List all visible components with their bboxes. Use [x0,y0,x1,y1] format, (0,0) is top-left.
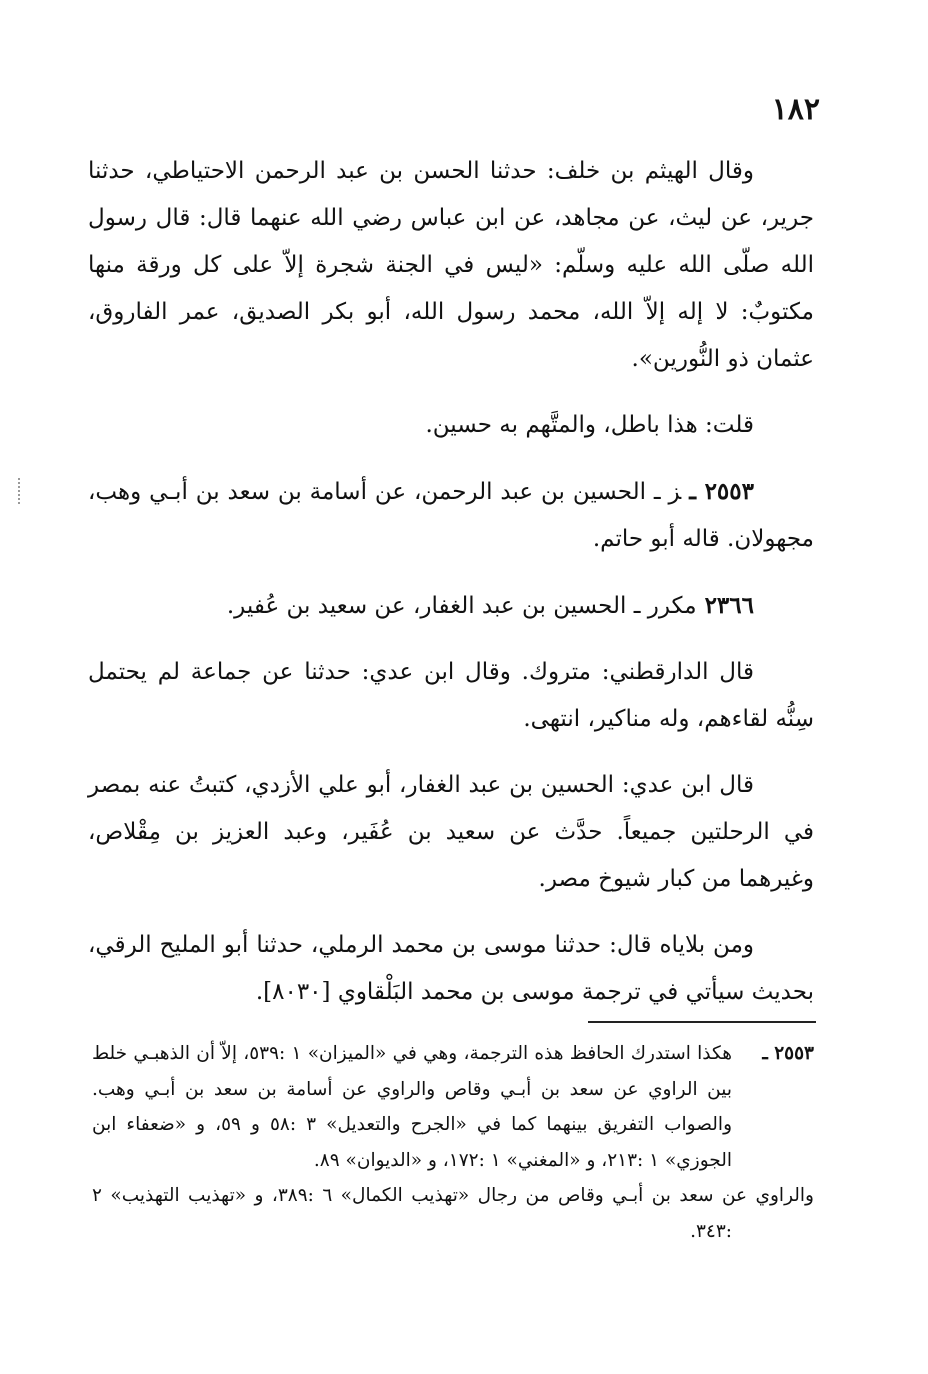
footnote-number: ٢٥٥٣ ـ [762,1043,814,1064]
page-number: ١٨٢ [771,92,820,127]
paragraph-text: ومن بلاياه قال: حدثنا موسى بن محمد الرملي، حدثنا أبو المليح الرقي، بحديث سيأتي في ترجمة موسى بن محمد البَلْقاوي [٨٠٣٠]. [88,932,814,1005]
paragraph-text: قال الدارقطني: متروك. وقال ابن عدي: حدثنا عن جماعة لم يحتمل سِنُّه لقاءهم، وله مناكير، انتهى. [88,659,814,732]
scan-speck [18,478,22,504]
paragraph [88,762,814,903]
entry-number: ٢٥٥٣ ـ [689,478,754,505]
main-text [88,148,814,1035]
footnote-text: والراوي عن سعد بن أبـي وقاص من رجال «تهذيب الكمال» ٦ :٣٨٩، و «تهذيب التهذيب» ٢ :٣٤٣. [92,1185,814,1242]
entry-paragraph [88,582,814,630]
paragraph-text: ز ـ الحسين بن عبد الرحمن، عن أسامة بن سعد بن أبـي وهب، مجهولان. قاله أبو حاتم. [88,479,814,552]
paragraph-text: وقال الهيثم بن خلف: حدثنا الحسن بن عبد الرحمن الاحتياطي، حدثنا جرير، عن ليث، عن مجاهد، عن ابن عباس رضي الله عنهما قال: قال رسول الله صلّى الله عليه وسلّم: «ليس في الجنة شجرة إلاّ على كل ورقة منها مكتوبٌ: لا إله إلاّ الله، محمد رسول الله، أبو بكر الصديق، عمر الفاروق، عثمان ذو النُّورين». [88,158,814,372]
paragraph-text: قال ابن عدي: الحسين بن عبد الغفار، أبو علي الأزدي، كتبتُ عنه بمصر في الرحلتين جميعاً. حدَّث عن سعيد بن عُفَير، وعبد العزيز بن مِقْلاص، وغيرهما من كبار شيوخ مصر. [88,772,814,892]
paragraph [88,402,814,449]
paragraph-text: مكرر ـ الحسين بن عبد الغفار، عن سعيد بن عُفير. [226,593,697,619]
footnote-text: هكذا استدرك الحافظ هذه الترجمة، وهي في «الميزان» ١ :٥٣٩، إلاّ أن الذهبـي خلط بين الراوي عن سعد بن أبـي وقاص والراوي عن أسامة بن سعد بن أبـي وهب. والصواب التفريق بينهما كما في «الجرح والتعديل» ٣ :٥٨ و ٥٩، و «ضعفاء ابن الجوزي» ١ :٢١٣، و «المغني» ١ :١٧٢، و «الديوان» ٨٩. [92,1043,732,1171]
paragraph [88,148,814,383]
paragraph [88,649,814,743]
footnote [92,1036,814,1249]
paragraph-text: قلت: هذا باطل، والمتَّهم به حسين. [425,412,754,438]
footnote-entry [92,1036,814,1178]
paragraph [88,922,814,1016]
entry-number: ٢٣٦٦ [704,592,754,619]
entry-paragraph [88,468,814,563]
footnote-continuation [92,1178,814,1249]
footnote-divider [588,1021,816,1023]
